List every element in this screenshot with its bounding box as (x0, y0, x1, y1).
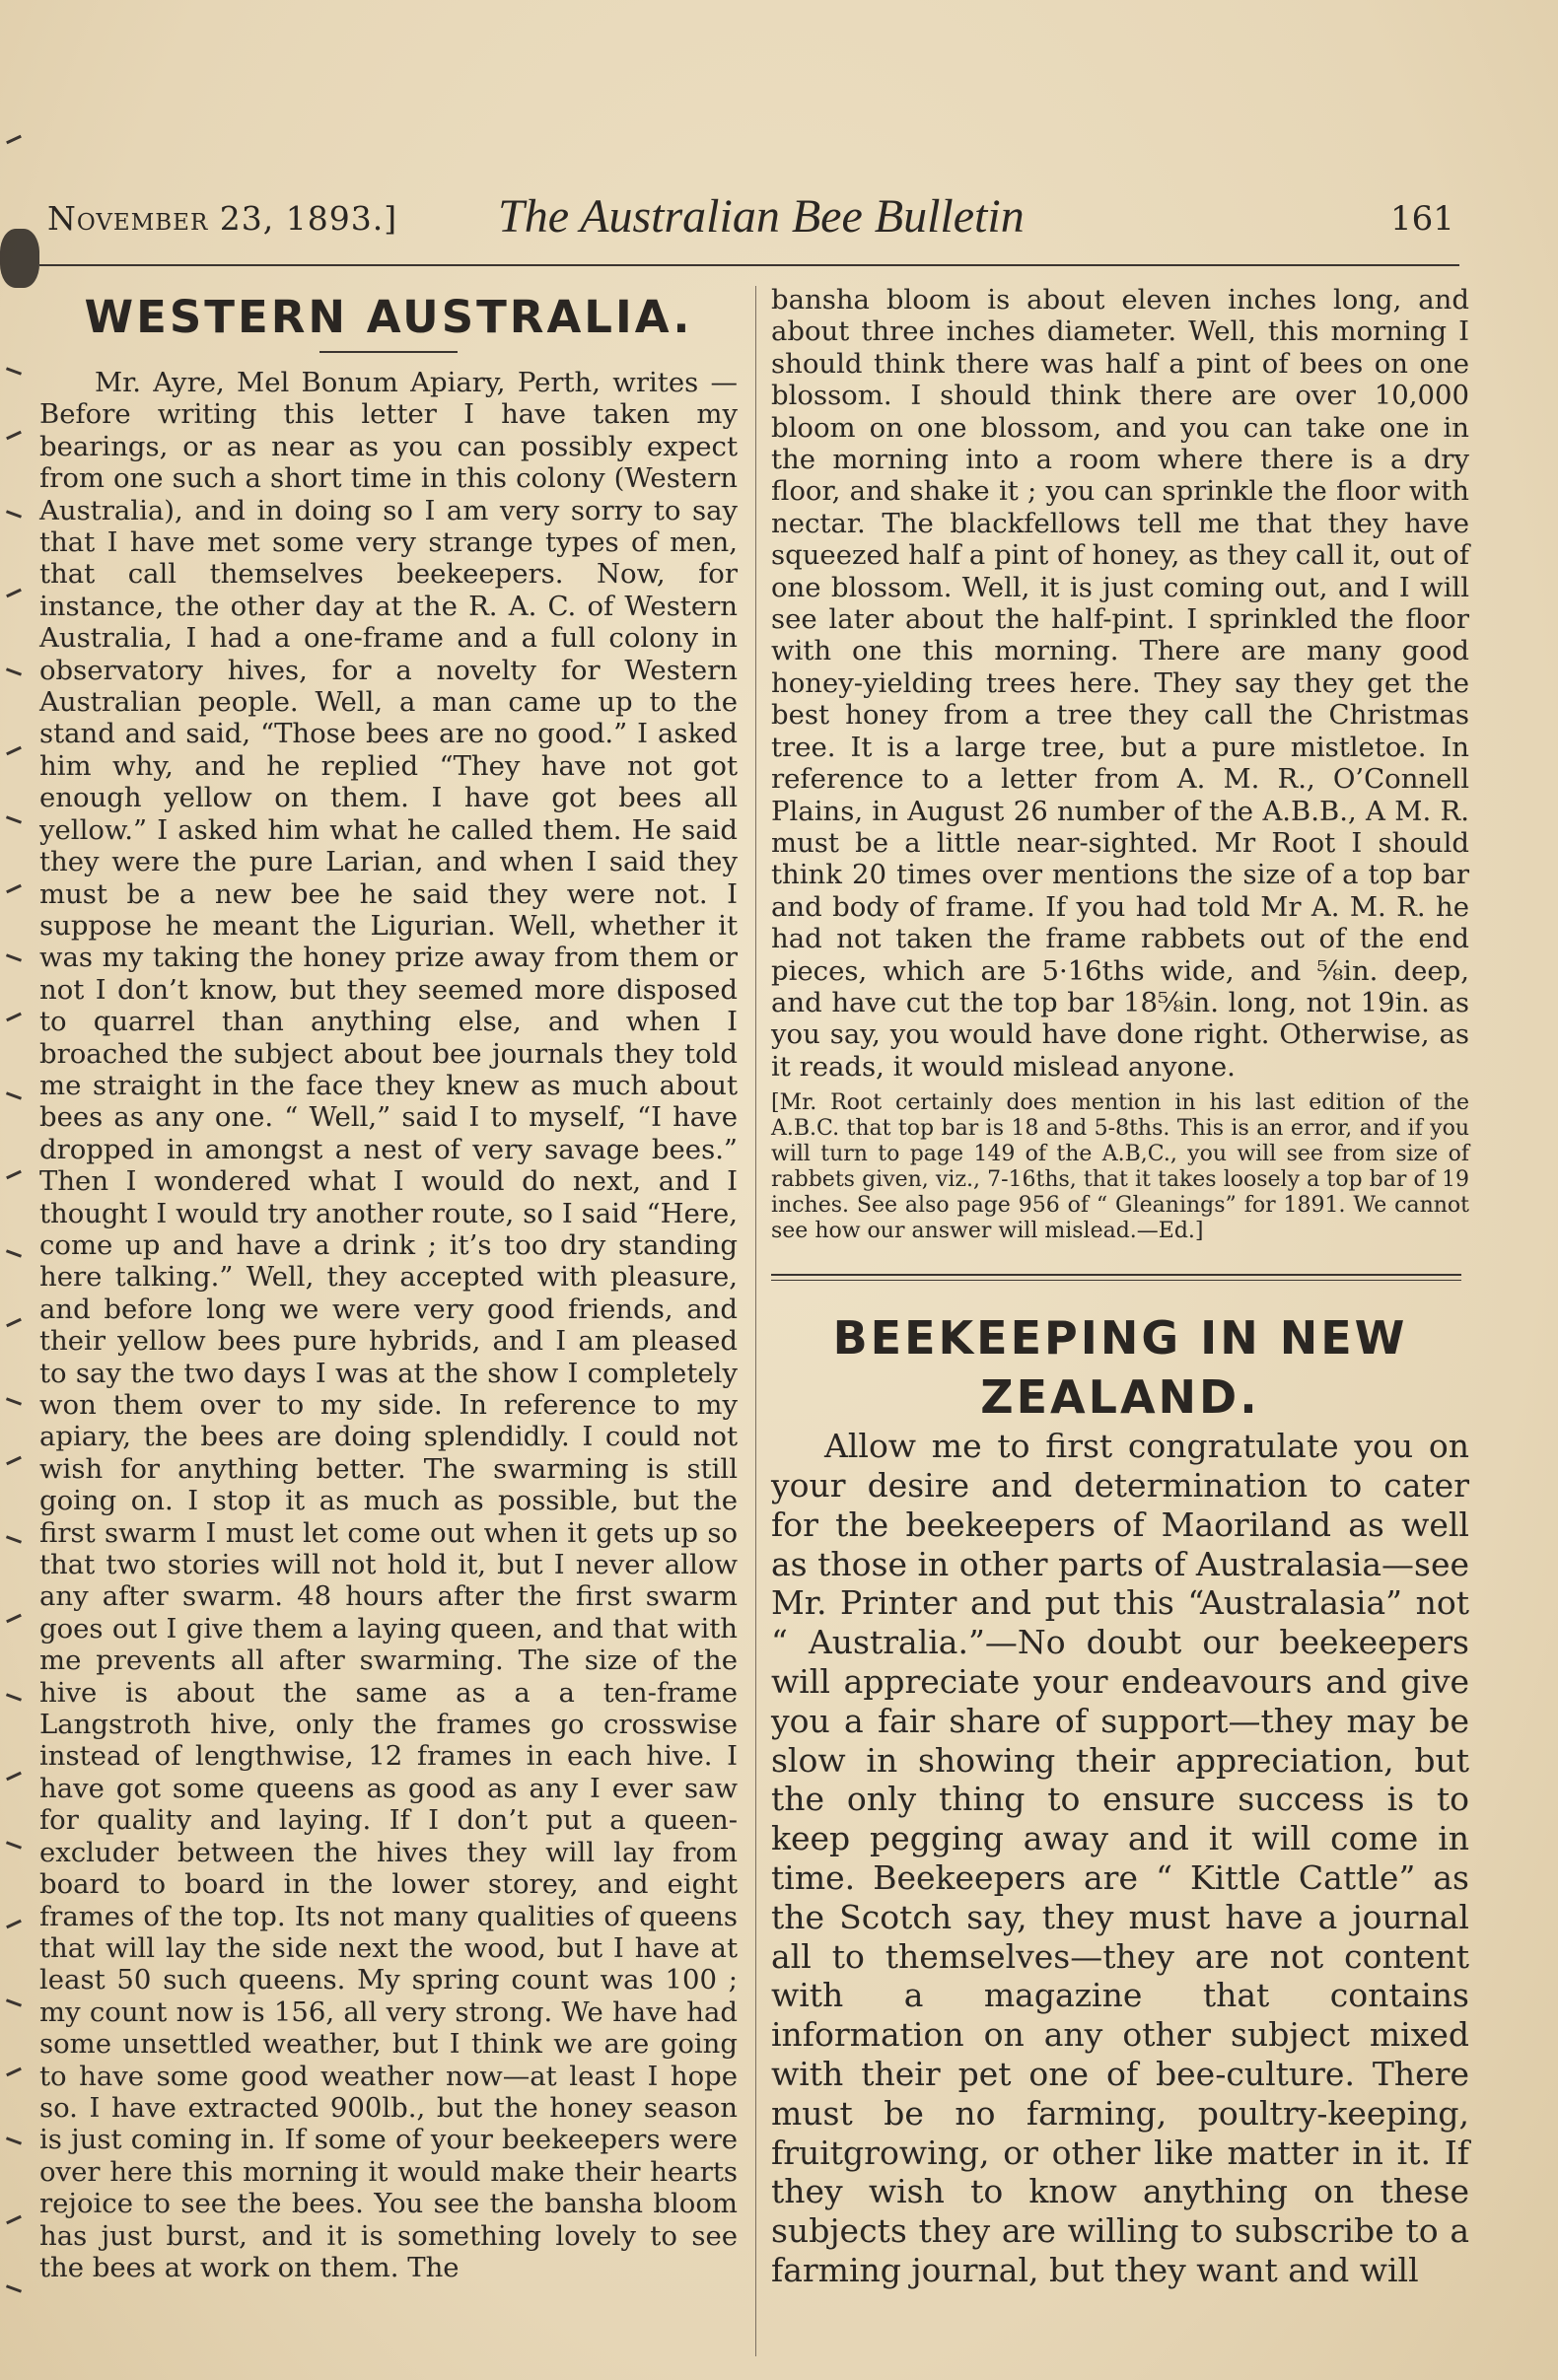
margin-tick (6, 667, 22, 675)
margin-tick (6, 2284, 22, 2292)
margin-tick (6, 1013, 22, 1021)
margin-tick (6, 2136, 22, 2144)
header-title: The Australian Bee Bulletin (498, 190, 1025, 243)
right-column (771, 284, 1469, 2290)
margin-tick (6, 884, 22, 893)
margin-tick (6, 746, 22, 755)
margin-tick (6, 431, 22, 440)
margin-tick (6, 1170, 22, 1179)
new-zealand-title: BEEKEEPING IN NEW ZEALAND. (832, 1311, 1408, 1425)
ink-blot (0, 229, 39, 288)
margin-tick (6, 815, 22, 823)
left-column (39, 284, 738, 2283)
western-australia-body: Mr. Ayre, Mel Bonum Apiary, Perth, writes —Before writing this letter I have taken my bearings, or as near as you can possibly expect from one such a short time in this colony (Western Australia), and in doing so I am very sorry to say that I have met some very strange types of men, that call themselves beekeepers. Now, for instance, the other day at the R. A. C. of Western Australia, I had a one-frame and a full colony in observatory hives, for a novelty for Western Australian people. Well, a man came up to the stand and said, “Those bees are no good.” I asked him why, and he replied “They have not got enough yellow on them. I have got bees all yellow.” I asked him what he called them. He said they were the pure Larian, and when I said they must be a new bee he said they were not. I suppose he meant the Ligurian. Well, whether it was my taking the honey prize away from them or not I don’t know, but they seemed more disposed to quarrel than anything else, and when I broached the subject about bee journals they told me straight in the face they knew as much about bees as any one. “ Well,” said I to myself, “I have dropped in amongst a nest of very savage bees.” Then I wondered what I would do next, and I thought I would try another route, so I said “Here, come up and have a drink ; it’s too dry standing here talking.” Well, they accepted with pleasure, and before long we were very good friends, and their yellow bees pure hybrids, and I am pleased to say the two days I was at the show I completely won them over to my side. In reference to my apiary, the bees are doing splendidly. I could not wish for anything better. The swarming is still going on. I stop it as much as possible, but the first swarm I must let come out when it gets up so that two stories will not hold it, but I never allow any after swarm. 48 hours after the first swarm goes out I give them a laying queen, and that with me prevents all after swarming. The size of the hive is about the same as a a ten-frame Langstroth hive, only the frames go crosswise instead of lengthwise, 12 frames in each hive. I have got some queens as good as any I ever saw for quality and laying. If I don’t put a queen-excluder between the hives they will lay from board to board in the lower storey, and eight frames of the top. Its not many qualities of queens that will lay the side next the wood, but I have at least 50 such queens. My spring count was 100 ; my count now is 156, all very strong. We have had some unsettled weather, but I think we are going to have some good weather now—at least I hope so. I have extracted 900lb., but the honey season is just coming in. If some of your beekeepers were over here this morning it would make their hearts rejoice to see the bees. You see the bansha bloom has just burst, and it is something lovely to see the bees at work on them. The (39, 367, 738, 2283)
margin-tick (6, 135, 22, 144)
margin-tick (6, 1772, 22, 1781)
running-header (39, 190, 1459, 254)
title-rule (319, 351, 458, 353)
margin-tick (6, 1693, 22, 1701)
margin-tick (6, 1614, 22, 1623)
margin-tick (6, 953, 22, 961)
margin-tick (6, 1841, 22, 1849)
margin-tick (6, 1318, 22, 1327)
margin-tick (6, 1456, 22, 1465)
western-australia-title: WESTERN AUSTRALIA. (84, 291, 693, 343)
margin-tick (6, 2215, 22, 2224)
margin-tick (6, 367, 22, 375)
new-zealand-body: Allow me to first congratulate you on your desire and determination to cater for the beekeepers of Maoriland as well as those in other parts of Australasia—see Mr. Printer and put this “Australasia” not “ Australia.”—No doubt our beekeepers will appreciate your endeavours and give you a fair share of support—they may be slow in showing their appreciation, but the only thing to ensure success is to keep pegging away and it will come in time. Beekeepers are “ Kittle Cattle” as the Scotch say, they must have a journal all to themselves—they are not content with a magazine that contains information on any other subject mixed with their pet one of bee-culture. There must be no farming, poultry-keeping, fruitgrowing, or other like matter in it. If they wish to know anything on these subjects they are willing to subscribe to a farming journal, but they want and will (771, 1427, 1469, 2289)
page-number: 161 (1390, 199, 1454, 239)
header-rule (39, 264, 1459, 266)
section-separator (771, 1274, 1461, 1281)
western-australia-continued: bansha bloom is about eleven inches long, and about three inches diameter. Well, this morning I should think there was half a pint of bees on one blossom. I should think there are over 10,000 bloom on one blossom, and you can take one in the morning into a room where there is a dry floor, and shake it ; you can sprinkle the floor with nectar. The blackfellows tell me that they have squeezed half a pint of honey, as they call it, out of one blossom. Well, it is just coming out, and I will see later about the half-pint. I sprinkled the floor with one this morning. There are many good honey-yielding trees here. They say they get the best honey from a tree they call the Christmas tree. It is a large tree, but a pure mistletoe. In reference to a letter from A. M. R., O’Connell Plains, in August 26 number of the A.B.B., A M. R. must be a little near-sighted. Mr Root I should think 20 times over mentions the size of a top bar and body of frame. If you had told Mr A. M. R. he had not taken the frame rabbets out of the end pieces, which are 5·16ths wide, and ⅝in. deep, and have cut the top bar 18⅝in. long, not 19in. as you say, you would have done right. Otherwise, as it reads, it would mislead anyone. (771, 284, 1469, 1083)
margin-tick (6, 510, 22, 518)
margin-tick (6, 1091, 22, 1099)
margin-tick (6, 1249, 22, 1257)
editor-note: [Mr. Root certainly does mention in his last edition of the A.B.C. that top bar is 18 and 5-8ths. This is an error, and if you will turn to page 149 of the A.B,C., you will see from size of rabbets given, viz., 7-16ths, that it takes loosely a top bar of 19 inches. See also page 956 of “ Gleanings” for 1891. We cannot see how our answer will mislead.—Ed.] (771, 1090, 1469, 1244)
margin-tick (6, 1397, 22, 1405)
header-date: November 23, 1893.] (47, 199, 398, 238)
margin-tick (6, 2067, 22, 2076)
column-divider (755, 286, 756, 2356)
margin-tick (6, 1535, 22, 1543)
margin-tick (6, 1920, 22, 1928)
margin-tick (6, 1998, 22, 2006)
margin-tick (6, 589, 22, 597)
